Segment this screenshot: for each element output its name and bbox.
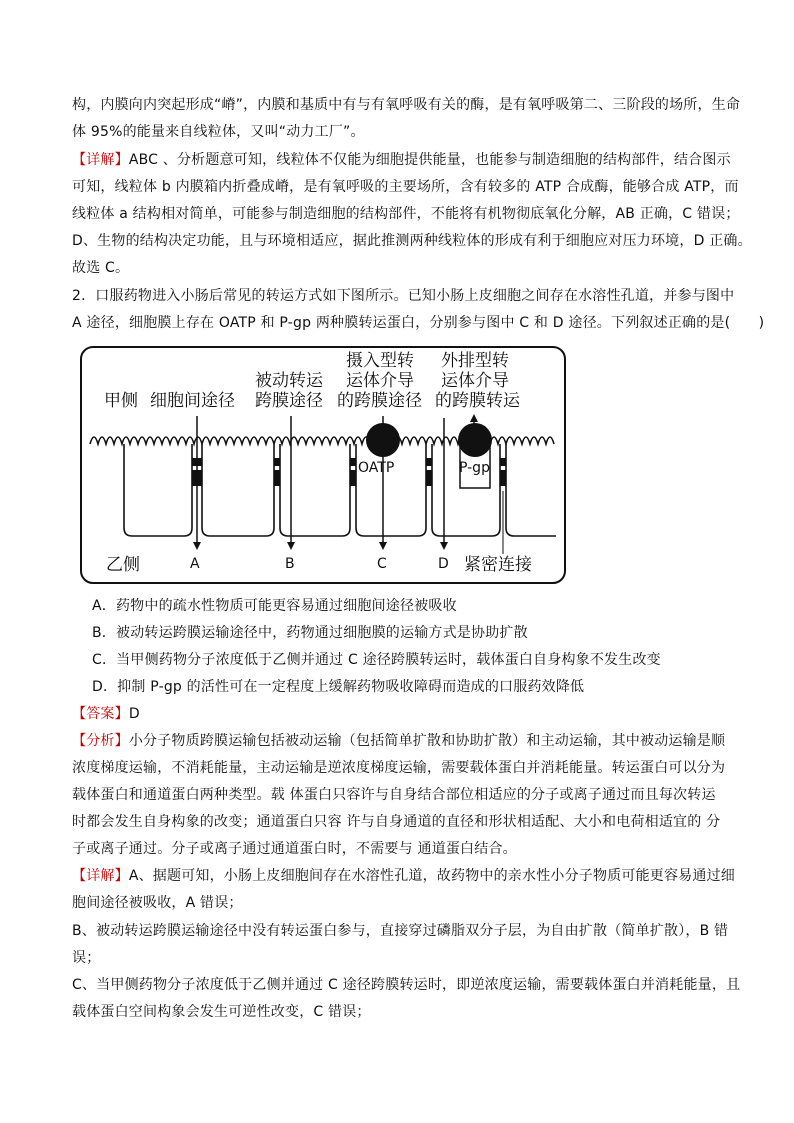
analysis-line: 载体蛋白和通道蛋白两种类型。载 体蛋白只容许与自身结合部位相适应的分子或离子通过而且每次转运 [72, 787, 716, 803]
detail-line: 载体蛋白空间构象会发生可逆性改变，C 错误； [72, 1004, 371, 1020]
pathway-c-label: 摄入型转 [346, 351, 414, 371]
pathway-d-label: 的跨膜转运 [435, 391, 520, 411]
analysis-line: 时都会发生自身构象的改变；通道蛋白只容 许与自身通道的直径和形状相适配、大小和电荷相适宜的 分 [72, 814, 721, 830]
letter-c: C [377, 556, 387, 572]
pathway-b-label: 跨膜途径 [255, 391, 323, 411]
pathway-c-label: 运体介导 [346, 371, 414, 391]
letter-a: A [190, 556, 200, 572]
detail-tag: 【详解】 [72, 152, 129, 168]
detail-line: 【详解】A、据题可知，小肠上皮细胞间存在水溶性孔道，故药物中的亲水性小分子物质可能更容易通过细 [72, 868, 735, 884]
text-line: D、生物的结构决定功能，且与环境相适应，据此推测两种线粒体的形成有利于细胞应对压力环境，D 正确。 [72, 233, 752, 249]
pathway-c-label: 的跨膜途径 [337, 391, 422, 411]
text-line: 故选 C。 [72, 260, 130, 276]
pathway-a-label: 细胞间途径 [150, 391, 235, 411]
analysis-line: 【分析】小分子物质跨膜运输包括被动运输（包括简单扩散和协助扩散）和主动运输，其中被动运输是顺 [72, 733, 726, 749]
analysis-line: 浓度梯度运输，不消耗能量，主动运输是逆浓度梯度运输，需要载体蛋白并消耗能量。转运蛋白可以分为 [72, 760, 726, 776]
oatp-label: OATP [358, 460, 395, 476]
detail-line: 胞间途径被吸收，A 错误； [72, 895, 243, 911]
transport-diagram [80, 346, 566, 584]
analysis-line: 子或离子通过。分子或离子通过通道蛋白时，不需要与 通道蛋白结合。 [72, 841, 517, 857]
detail-line: 【详解】ABC 、分析题意可知，线粒体不仅能为细胞提供能量，也能参与制造细胞的结构部件，结合图示 [72, 152, 731, 168]
text-line: 线粒体 a 结构相对简单，可能参与制造细胞的结构部件，不能将有机物彻底氧化分解，AB 正确，C 错误； [72, 206, 740, 222]
side-bottom-label: 乙侧 [106, 555, 140, 575]
pathway-b-label: 被动转运 [255, 371, 323, 391]
pgp-label: P-gp [459, 460, 490, 476]
option-d: D．抑制 P-gp 的活性可在一定程度上缓解药物吸收障碍而造成的口服药效降低 [92, 679, 585, 695]
pathway-d-label: 外排型转 [441, 351, 509, 371]
analysis-tag: 【分析】 [72, 733, 129, 749]
text-line: 构，内膜向内突起形成“嵴”，内膜和基质中有与有氧呼吸有关的酶，是有氧呼吸第二、三阶段的场所，生命 [72, 97, 741, 113]
detail-line: B、被动转运跨膜运输途径中没有转运蛋白参与，直接穿过磷脂双分子层，为自由扩散（简单扩散），B 错 [72, 923, 729, 939]
detail-line: C、当甲侧药物分子浓度低于乙侧并通过 C 途径跨膜转运时，即逆浓度运输，需要载体蛋白并消耗能量，且 [72, 977, 741, 993]
answer-value: D [128, 706, 140, 722]
letter-b: B [285, 556, 295, 572]
text-line: 可知，线粒体 b 内膜箱内折叠成嵴，是有氧呼吸的主要场所，含有较多的 ATP 合成酶，能够合成 ATP，而 [72, 179, 739, 195]
side-top-label: 甲侧 [104, 391, 138, 411]
letter-d: D [438, 556, 449, 572]
detail-line: 误； [72, 950, 101, 966]
detail-tag: 【详解】 [72, 868, 129, 884]
text-line: 体 95%的能量来自线粒体，又叫“动力工厂”。 [72, 124, 365, 140]
answer-line [72, 704, 724, 724]
option-a: A．药物中的疏水性物质可能更容易通过细胞间途径被吸收 [92, 598, 457, 614]
pathway-d-label: 运体介导 [441, 371, 509, 391]
question-line: 2．口服药物进入小肠后常见的转运方式如下图所示。已知小肠上皮细胞之间存在水溶性孔道，并参与图中 [72, 288, 735, 304]
option-b: B．被动转运跨膜运输途径中，药物通过细胞膜的运输方式是协助扩散 [92, 625, 528, 641]
option-c: C．当甲侧药物分子浓度低于乙侧并通过 C 途径跨膜转运时，载体蛋白自身构象不发生改变 [92, 652, 661, 668]
tight-junction-label: 紧密连接 [464, 555, 532, 575]
answer-tag: 【答案】 [72, 706, 129, 722]
question-line: A 途径，细胞膜上存在 OATP 和 P-gp 两种膜转运蛋白，分别参与图中 C 和 D 途径。下列叙述正确的是( ) [72, 315, 765, 331]
